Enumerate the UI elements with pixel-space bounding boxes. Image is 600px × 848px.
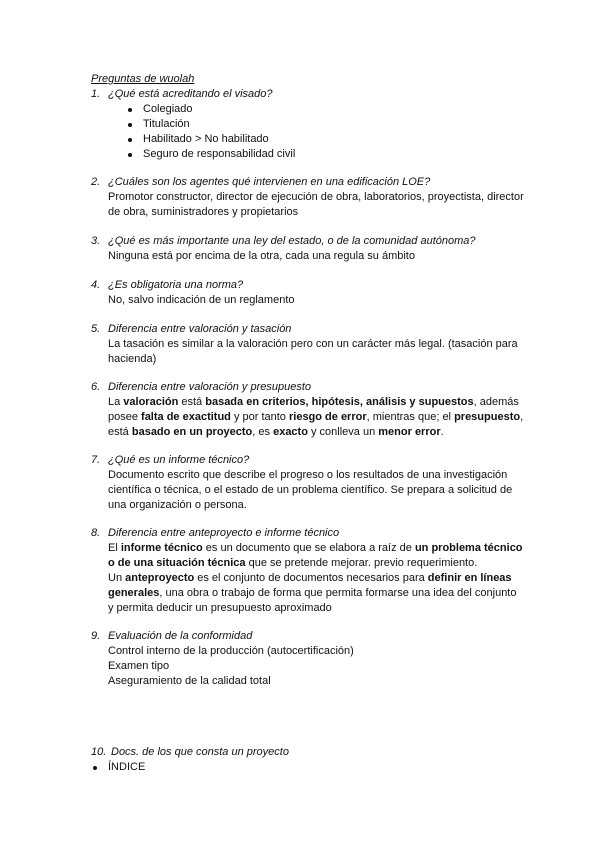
answer-text: La tasación es similar a la valoración pero con un carácter más legal. (tasación para hacienda) — [108, 338, 518, 365]
question-number: 7. — [91, 454, 101, 466]
question-number: 8. — [91, 527, 101, 539]
document-page: Preguntas de wuolah 1. ¿Qué está acreditando el visado? Colegiado Titulación Habilitado > No habilitado Seguro de responsabilidad civil 2. ¿Cuáles son los agentes qué intervienen en una edificación LOE? Promotor constructor, director de ejecución de obra, laboratorios, proyectista, director de obra, suministradores y propietarios 3. ¿Qué es más importante una ley del estado, o de la comunidad autónoma? Ninguna está por encima de la otra, cada una regula su ámbito 4. ¿Es obligatoria una norma? No, salvo indicación de un reglamento 5. Diferencia entre valoración y tasación La tasación es similar a la valoración pero con un carácter más legal. (tasación para hacienda) 6. Diferencia entre valoración y presupuesto La valoración está basada en criterios, hipótesis, análisis y supuestos, además posee falta de exactitud y por tanto riesgo de error, mientras que; el presupuesto, está basado en un proyecto, es exacto y conlleva un menor error. 7. ¿Qué es un informe técnico? Documento escrito que describe el progreso o los resultados de una investigación científica o técnica, o el estado de un problema científico. Se prepara a solicitud de una organización o persona. 8. Diferencia entre anteproyecto e informe técnico El informe técnico es un documento que se elabora a raíz de un problema técnico o de una situación técnica que se pretende mejorar. previo requerimiento. Un anteproyecto es el conjunto de documentos necesarios para definir en líneas generales, una obra o trabajo de forma que permita formarse una idea del conjunto y permita deducir un presupuesto aproximado 9. Evaluación de la conformidad Control interno de la producción (autocertificación) Examen tipo Aseguramiento de la calidad total 10. Docs. de los que consta un proyecto ÍNDICE — [0, 0, 600, 848]
answer-paragraph: El informe técnico es un documento que se elabora a raíz de un problema técnico o de una situación técnica que se pretende mejorar. previo requerimiento. Un anteproyecto es el conjunto de documentos necesarios para definir en líneas generales, una obra o trabajo de forma que permita formarse una idea del conjunto y permita deducir un presupuesto aproximado — [108, 542, 523, 614]
question-text: ¿Es obligatoria una norma? — [108, 279, 244, 291]
question-text: Evaluación de la conformidad — [108, 630, 253, 642]
answer-text: Documento escrito que describe el progreso o los resultados de una investigación científica o técnica, o el estado de un problema científico. Se prepara a solicitud de una organización o persona. — [108, 469, 513, 511]
question-text: ¿Qué es más importante una ley del estado, o de la comunidad autónoma? — [108, 235, 476, 247]
question-number: 2. — [91, 176, 101, 188]
answer-paragraph: La valoración está basada en criterios, hipótesis, análisis y supuestos, además posee falta de exactitud y por tanto riesgo de error, mientras que; el presupuesto, está basado en un proyecto, es exacto y conlleva un menor error. — [108, 396, 524, 438]
question-text: ¿Qué es un informe técnico? — [108, 454, 250, 466]
answer-text: Promotor constructor, director de ejecución de obra, laboratorios, proyectista, director de obra, suministradores y propietarios — [108, 191, 524, 218]
bullet-icon — [128, 138, 132, 142]
question-number: 9. — [91, 630, 101, 642]
bullet-icon — [128, 108, 132, 112]
document-title: Preguntas de wuolah — [91, 73, 195, 85]
question-text: Docs. de los que consta un proyecto — [111, 746, 289, 758]
question-number: 6. — [91, 381, 101, 393]
question-number: 1. — [91, 88, 101, 100]
question-number: 4. — [91, 279, 101, 291]
bullet-icon — [128, 153, 132, 157]
question-text: ¿Qué está acreditando el visado? — [108, 88, 273, 100]
answer-text: No, salvo indicación de un reglamento — [108, 294, 295, 306]
question-text: ¿Cuáles son los agentes qué intervienen en una edificación LOE? — [108, 176, 431, 188]
bullet-icon — [128, 123, 132, 127]
bullet-icon — [93, 766, 97, 770]
question-number: 3. — [91, 235, 101, 247]
question-text: Diferencia entre valoración y presupuesto — [108, 381, 312, 393]
answer-text: Ninguna está por encima de la otra, cada una regula su ámbito — [108, 250, 415, 262]
answer-text: Control interno de la producción (autocertificación) Examen tipo Aseguramiento de la calidad total — [108, 645, 354, 687]
question-text: Diferencia entre valoración y tasación — [108, 323, 292, 335]
question-number: 5. — [91, 323, 101, 335]
question-text: Diferencia entre anteproyecto e informe técnico — [108, 527, 340, 539]
question-number: 10. — [91, 746, 107, 758]
